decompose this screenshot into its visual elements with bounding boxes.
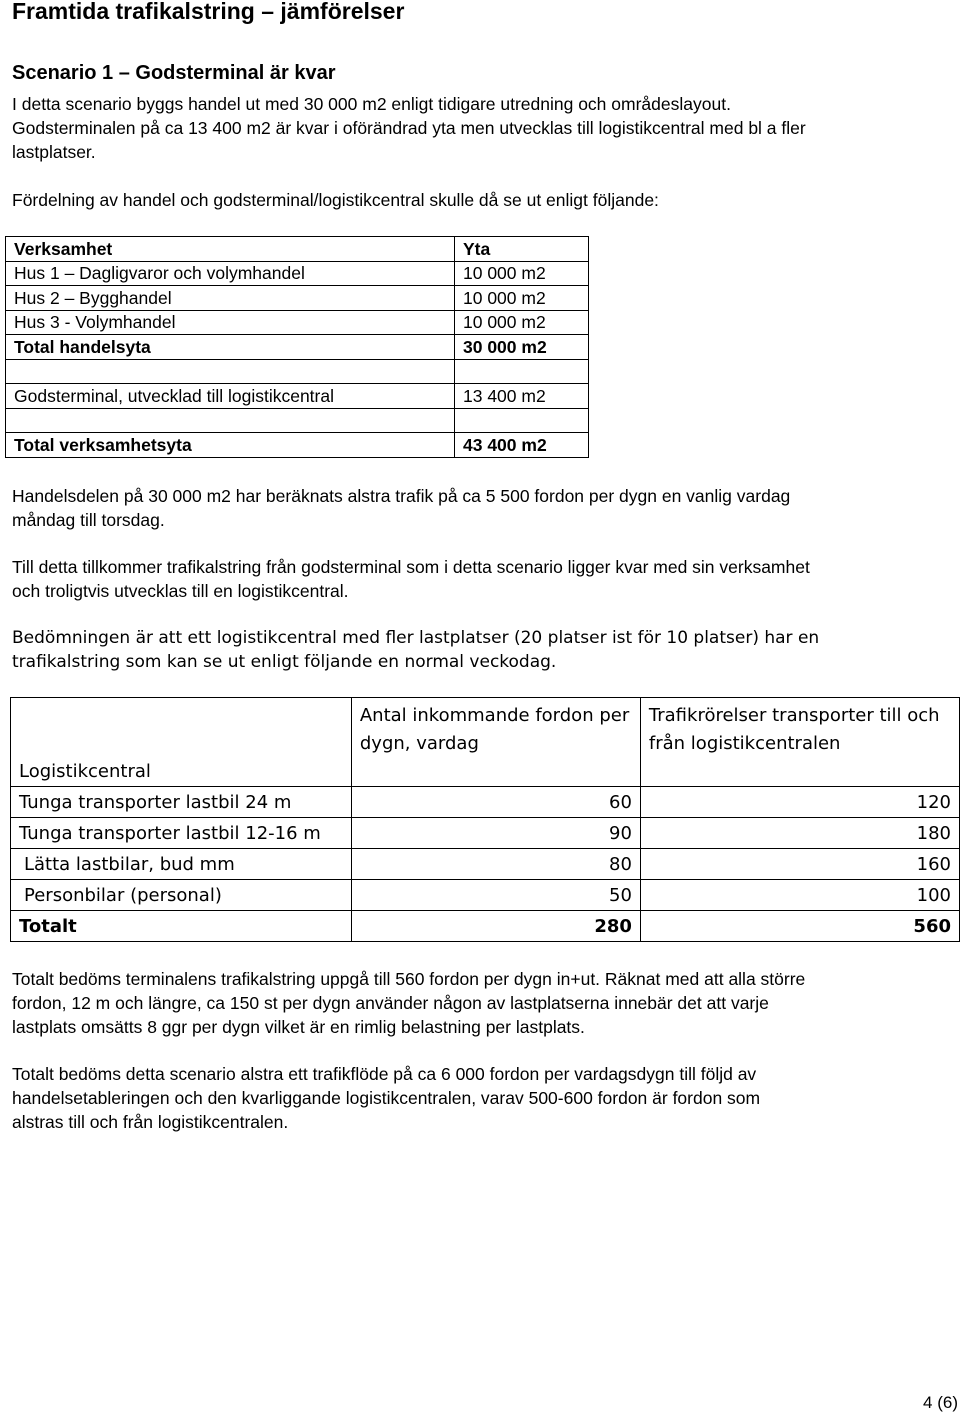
area-row-area [455, 359, 589, 384]
logistics-row-label: Personbilar (personal) [11, 880, 352, 911]
table-row [6, 310, 589, 335]
paragraph-line: och troligtvis utvecklas till en logistikcentral. [12, 581, 349, 601]
table-row-total [11, 911, 960, 942]
logistics-header-label: Logistikcentral [11, 698, 352, 787]
paragraph-line: Till detta tillkommer trafikalstring från godsterminal som i detta scenario ligger kvar med sin verksamhet [12, 557, 810, 577]
scenario-heading: Scenario 1 – Godsterminal är kvar [12, 62, 336, 84]
table-row [11, 818, 960, 849]
conclusion-paragraph [12, 1062, 760, 1134]
area-row-name [6, 408, 455, 433]
area-table [5, 236, 589, 458]
intro-paragraph [12, 92, 806, 164]
area-header-activity: Verksamhet [6, 237, 455, 262]
area-row-name: Total handelsyta [6, 335, 455, 360]
logistics-row-movements: 100 [640, 880, 959, 911]
paragraph-line: Totalt bedöms terminalens trafikalstring uppgå till 560 fordon per dygn in+ut. Räknat med att alla större [12, 969, 806, 989]
logistics-row-incoming: 80 [351, 849, 640, 880]
table-row [6, 433, 589, 458]
area-row-name: Godsterminal, utvecklad till logistikcentral [6, 384, 455, 409]
logistics-header-movements: Trafikrörelser transporter till och från logistikcentralen [640, 698, 959, 787]
assessment-paragraph [12, 626, 819, 674]
logistics-row-movements: 560 [640, 911, 959, 942]
area-table-header [6, 237, 589, 262]
logistics-row-incoming: 90 [351, 818, 640, 849]
table-row [11, 849, 960, 880]
logistics-row-movements: 160 [640, 849, 959, 880]
distribution-intro: Fördelning av handel och godsterminal/logistikcentral skulle då se ut enligt följande: [12, 190, 659, 210]
area-row-area: 10 000 m2 [455, 261, 589, 286]
intro-line: Godsterminalen på ca 13 400 m2 är kvar i oförändrad yta men utvecklas till logistikcentral med bl a fler [12, 118, 806, 138]
area-header-area: Yta [455, 237, 589, 262]
area-row-name: Total verksamhetsyta [6, 433, 455, 458]
table-row [11, 880, 960, 911]
logistics-row-label: Totalt [11, 911, 352, 942]
traffic-paragraph [12, 484, 790, 532]
logistics-row-label: Lätta lastbilar, bud mm [11, 849, 352, 880]
logistics-table [10, 697, 960, 942]
table-row [6, 384, 589, 409]
logistics-row-label: Tunga transporter lastbil 24 m [11, 787, 352, 818]
area-row-area [455, 408, 589, 433]
addition-paragraph [12, 555, 810, 603]
table-row [6, 286, 589, 311]
paragraph-line: lastplats omsätts 8 ggr per dygn vilket är en rimlig belastning per lastplats. [12, 1017, 585, 1037]
intro-line: I detta scenario byggs handel ut med 30 000 m2 enligt tidigare utredning och områdeslayout. [12, 94, 731, 114]
area-row-area: 43 400 m2 [455, 433, 589, 458]
logistics-row-label: Tunga transporter lastbil 12-16 m [11, 818, 352, 849]
area-row-area: 13 400 m2 [455, 384, 589, 409]
logistics-header-incoming: Antal inkommande fordon per dygn, vardag [351, 698, 640, 787]
table-row [6, 261, 589, 286]
logistics-row-movements: 180 [640, 818, 959, 849]
paragraph-line: alstras till och från logistikcentralen. [12, 1112, 289, 1132]
summary-paragraph [12, 967, 805, 1039]
paragraph-line: trafikalstring som kan se ut enligt följande en normal veckodag. [12, 652, 557, 672]
area-row-name: Hus 2 – Bygghandel [6, 286, 455, 311]
table-row-blank [6, 359, 589, 384]
area-row-name: Hus 3 - Volymhandel [6, 310, 455, 335]
paragraph-line: Totalt bedöms detta scenario alstra ett trafikflöde på ca 6 000 fordon per vardagsdygn till följd av [12, 1064, 757, 1084]
intro-line: lastplatser. [12, 142, 96, 162]
logistics-table-header [11, 698, 960, 787]
logistics-row-incoming: 280 [351, 911, 640, 942]
logistics-row-incoming: 50 [351, 880, 640, 911]
table-row [6, 335, 589, 360]
paragraph-line: Handelsdelen på 30 000 m2 har beräknats alstra trafik på ca 5 500 fordon per dygn en vanlig vardag [12, 486, 791, 506]
area-row-name [6, 359, 455, 384]
paragraph-line: handelsetableringen och den kvarliggande logistikcentralen, varav 500-600 fordon är fordon som [12, 1088, 761, 1108]
paragraph-line: fordon, 12 m och längre, ca 150 st per dygn använder någon av lastplatserna innebär det att varje [12, 993, 769, 1013]
area-row-area: 30 000 m2 [455, 335, 589, 360]
paragraph-line: Bedömningen är att ett logistikcentral med fler lastplatser (20 platser ist för 10 platser) har en [12, 628, 820, 648]
area-row-area: 10 000 m2 [455, 286, 589, 311]
logistics-row-incoming: 60 [351, 787, 640, 818]
page-number: 4 (6) [923, 1393, 958, 1412]
logistics-row-movements: 120 [640, 787, 959, 818]
paragraph-line: måndag till torsdag. [12, 510, 165, 530]
table-row [11, 787, 960, 818]
area-row-area: 10 000 m2 [455, 310, 589, 335]
table-row-blank [6, 408, 589, 433]
page-title: Framtida trafikalstring – jämförelser [12, 0, 405, 24]
area-row-name: Hus 1 – Dagligvaror och volymhandel [6, 261, 455, 286]
